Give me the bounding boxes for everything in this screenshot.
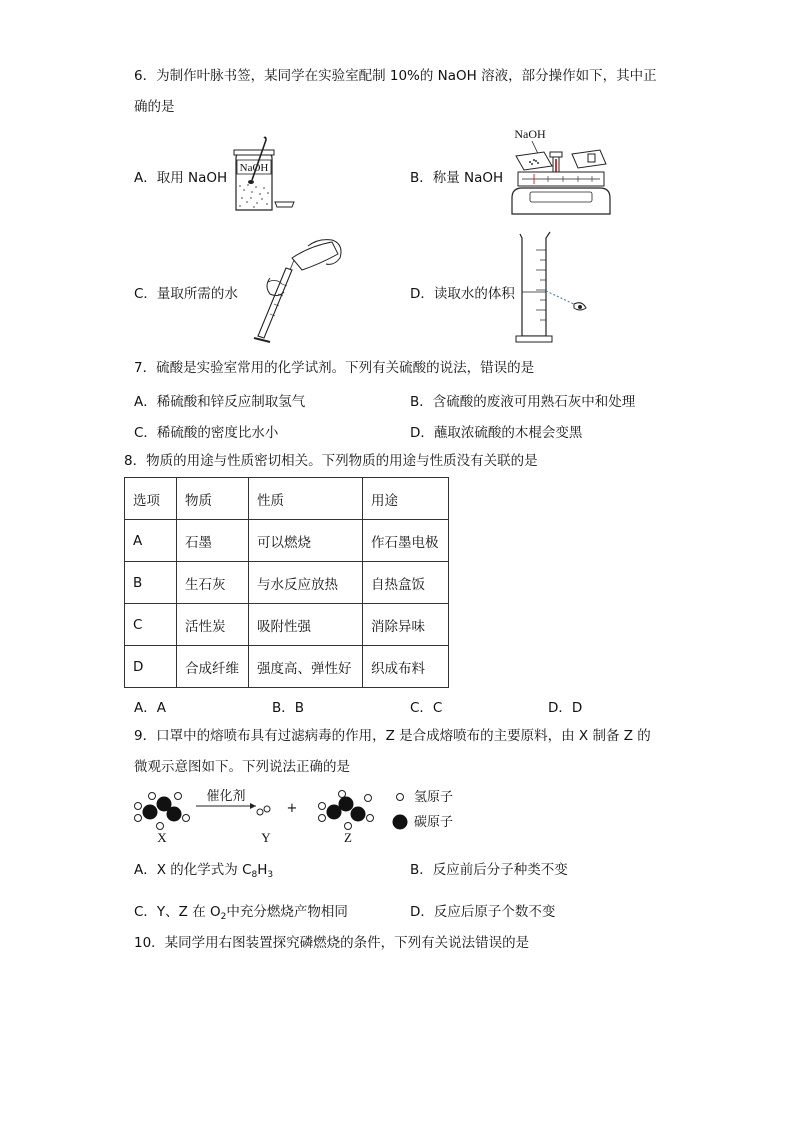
reaction-diagram	[130, 784, 470, 848]
graduated-cylinder-reading-illustration	[516, 230, 596, 346]
q6-option-d[interactable]: D．读取水的体积	[410, 286, 515, 302]
q8-option-d[interactable]: D．D	[548, 700, 583, 716]
q9-stem-line2: 微观示意图如下。下列说法正确的是	[134, 759, 350, 775]
label-y: Y	[261, 830, 271, 845]
label-z: Z	[344, 830, 352, 845]
carbon-atom-icon	[393, 815, 408, 830]
q9-stem-line1: 9．口罩中的熔喷布具有过滤病毒的作用，Z 是合成熔喷布的主要原料，由 X 制备 Z 的	[134, 728, 651, 744]
table-row	[125, 604, 449, 646]
header-cell: 性质	[249, 478, 363, 520]
table-cell: 吸附性强	[249, 604, 363, 646]
table-cell: D	[125, 646, 177, 688]
legend-carbon: 碳原子	[414, 815, 454, 830]
q9-option-d[interactable]: D．反应后原子个数不变	[410, 904, 556, 920]
table-row	[125, 646, 449, 688]
q7-option-c[interactable]: C．稀硫酸的密度比水小	[134, 425, 279, 441]
header-cell: 物质	[177, 478, 249, 520]
table-header-row	[125, 478, 449, 520]
q9-option-c-sub: 2	[220, 912, 227, 922]
table-cell: 合成纤维	[177, 646, 249, 688]
q9-option-b[interactable]: B．反应前后分子种类不变	[410, 862, 568, 878]
q6-option-c[interactable]: C．量取所需的水	[134, 286, 238, 302]
q7-option-d[interactable]: D．蘸取浓硫酸的木棍会变黑	[410, 425, 583, 441]
q6-stem-line1: 6．为制作叶脉书签，某同学在实验室配制 10%的 NaOH 溶液，部分操作如下，其中正	[134, 68, 657, 84]
q8-option-c[interactable]: C．C	[410, 700, 443, 716]
table-cell: C	[125, 604, 177, 646]
balance-naoh-label: NaOH	[514, 127, 546, 141]
q7-stem: 7．硫酸是实验室常用的化学试剂。下列有关硫酸的说法，错误的是	[134, 360, 535, 376]
table-row	[125, 562, 449, 604]
balance-scale-illustration	[508, 126, 614, 221]
q6-option-b[interactable]: B．称量 NaOH	[410, 170, 504, 186]
legend-hydrogen: 氢原子	[414, 790, 454, 805]
table-cell: 与水反应放热	[249, 562, 363, 604]
q8-table	[124, 477, 449, 688]
table-cell: 生石灰	[177, 562, 249, 604]
table-cell: 活性炭	[177, 604, 249, 646]
table-cell: 自热盒饭	[363, 562, 449, 604]
table-row	[125, 520, 449, 562]
q7-option-b[interactable]: B．含硫酸的废液可用熟石灰中和处理	[410, 394, 636, 410]
molecule-y-icon	[257, 806, 270, 815]
reagent-bottle-spoon-illustration	[230, 136, 300, 216]
table-cell: 可以燃烧	[249, 520, 363, 562]
molecule-z-icon	[319, 791, 374, 830]
header-cell: 用途	[363, 478, 449, 520]
q6-stem-line2: 确的是	[134, 99, 175, 115]
q6-option-a[interactable]: A．取用 NaOH	[134, 170, 228, 186]
q8-option-b[interactable]: B．B	[272, 700, 305, 716]
label-x: X	[157, 830, 167, 845]
q9-option-c-suffix: 中充分燃烧产物相同	[226, 904, 348, 920]
q8-option-a[interactable]: A．A	[134, 700, 166, 716]
table-cell: 作石墨电极	[363, 520, 449, 562]
plus-sign: +	[286, 801, 298, 816]
table-cell: 织成布料	[363, 646, 449, 688]
q10-stem: 10．某同学用右图装置探究磷燃烧的条件，下列有关说法错误的是	[134, 935, 530, 951]
q9-option-c-prefix: C．Y、Z 在 O	[134, 904, 221, 920]
molecule-x-icon	[135, 793, 190, 830]
q9-option-a[interactable]	[134, 858, 273, 880]
q9-option-a-mid: H	[257, 862, 268, 878]
q9-option-c[interactable]	[134, 900, 348, 922]
table-cell: A	[125, 520, 177, 562]
q9-option-a-prefix: A．X 的化学式为 C	[134, 862, 252, 878]
q9-option-a-sub1: 8	[251, 870, 258, 880]
table-cell: 石墨	[177, 520, 249, 562]
q8-stem: 8．物质的用途与性质密切相关。下列物质的用途与性质没有关联的是	[124, 453, 538, 469]
pouring-water-illustration	[240, 234, 350, 346]
hydrogen-atom-icon	[397, 794, 404, 801]
q7-option-a[interactable]: A．稀硫酸和锌反应制取氢气	[134, 394, 306, 410]
bottle-label: NaOH	[239, 162, 269, 174]
header-cell: 选项	[125, 478, 177, 520]
q9-option-a-sub2: 3	[267, 870, 274, 880]
table-cell: 消除异味	[363, 604, 449, 646]
table-cell: 强度高、弹性好	[249, 646, 363, 688]
catalyst-label: 催化剂	[206, 789, 246, 804]
table-cell: B	[125, 562, 177, 604]
